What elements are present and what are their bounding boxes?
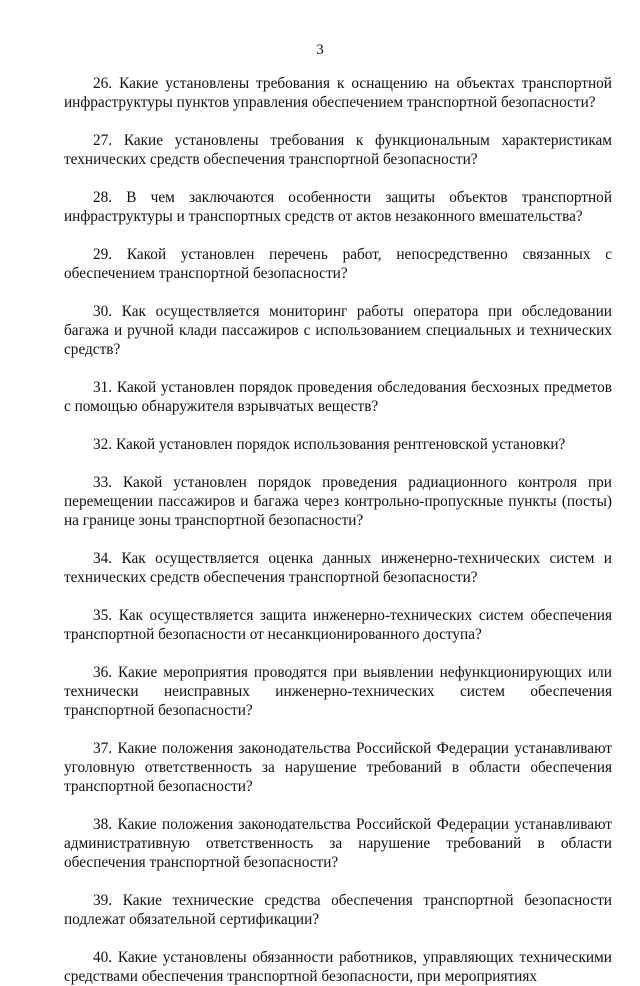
question-31: 31. Какой установлен порядок проведения обследования бесхозных предметов с помощью обнаружителя взрывчатых веществ? <box>64 379 612 415</box>
question-34: 34. Как осуществляется оценка данных инженерно-технических систем и технических средств обеспечения транспортной безопасности? <box>64 550 612 586</box>
question-33: 33. Какой установлен порядок проведения радиационного контроля при перемещении пассажиров и багажа через контрольно-пропускные пункты (посты) на границе зоны транспортной безопасности? <box>64 474 612 529</box>
question-36: 36. Какие мероприятия проводятся при выявлении нефункционирующих или технически неисправных инженерно-технических систем обеспечения транспортной безопасности? <box>64 664 612 719</box>
question-29: 29. Какой установлен перечень работ, непосредственно связанных с обеспечением транспортной безопасности? <box>64 246 612 282</box>
question-37: 37. Какие положения законодательства Российской Федерации устанавливают уголовную ответственность за нарушение требований в области обеспечения транспортной безопасности? <box>64 740 612 795</box>
question-30: 30. Как осуществляется мониторинг работы оператора при обследовании багажа и ручной клади пассажиров с использованием специальных и технических средств? <box>64 303 612 358</box>
question-32: 32. Какой установлен порядок использования рентгеновской установки? <box>93 436 566 453</box>
question-38: 38. Какие положения законодательства Российской Федерации устанавливают административную ответственность за нарушение требований в области обеспечения транспортной безопасности? <box>64 816 612 871</box>
question-26: 26. Какие установлены требования к оснащению на объектах транспортной инфраструктуры пунктов управления обеспечением транспортной безопасности? <box>64 75 612 111</box>
question-28: 28. В чем заключаются особенности защиты объектов транспортной инфраструктуры и транспортных средств от актов незаконного вмешательства? <box>64 189 612 225</box>
question-40: 40. Какие установлены обязанности работников, управляющих техническими средствами обеспечения транспортной безопасности, при мероприятиях <box>64 949 612 985</box>
question-39: 39. Какие технические средства обеспечения транспортной безопасности подлежат обязательной сертификации? <box>64 892 612 928</box>
question-27: 27. Какие установлены требования к функциональным характеристикам технических средств обеспечения транспортной безопасности? <box>64 132 612 168</box>
question-list <box>64 74 612 986</box>
page-number: 3 <box>316 42 324 58</box>
question-35: 35. Как осуществляется защита инженерно-технических систем обеспечения транспортной безопасности от несанкционированного доступа? <box>64 607 612 643</box>
